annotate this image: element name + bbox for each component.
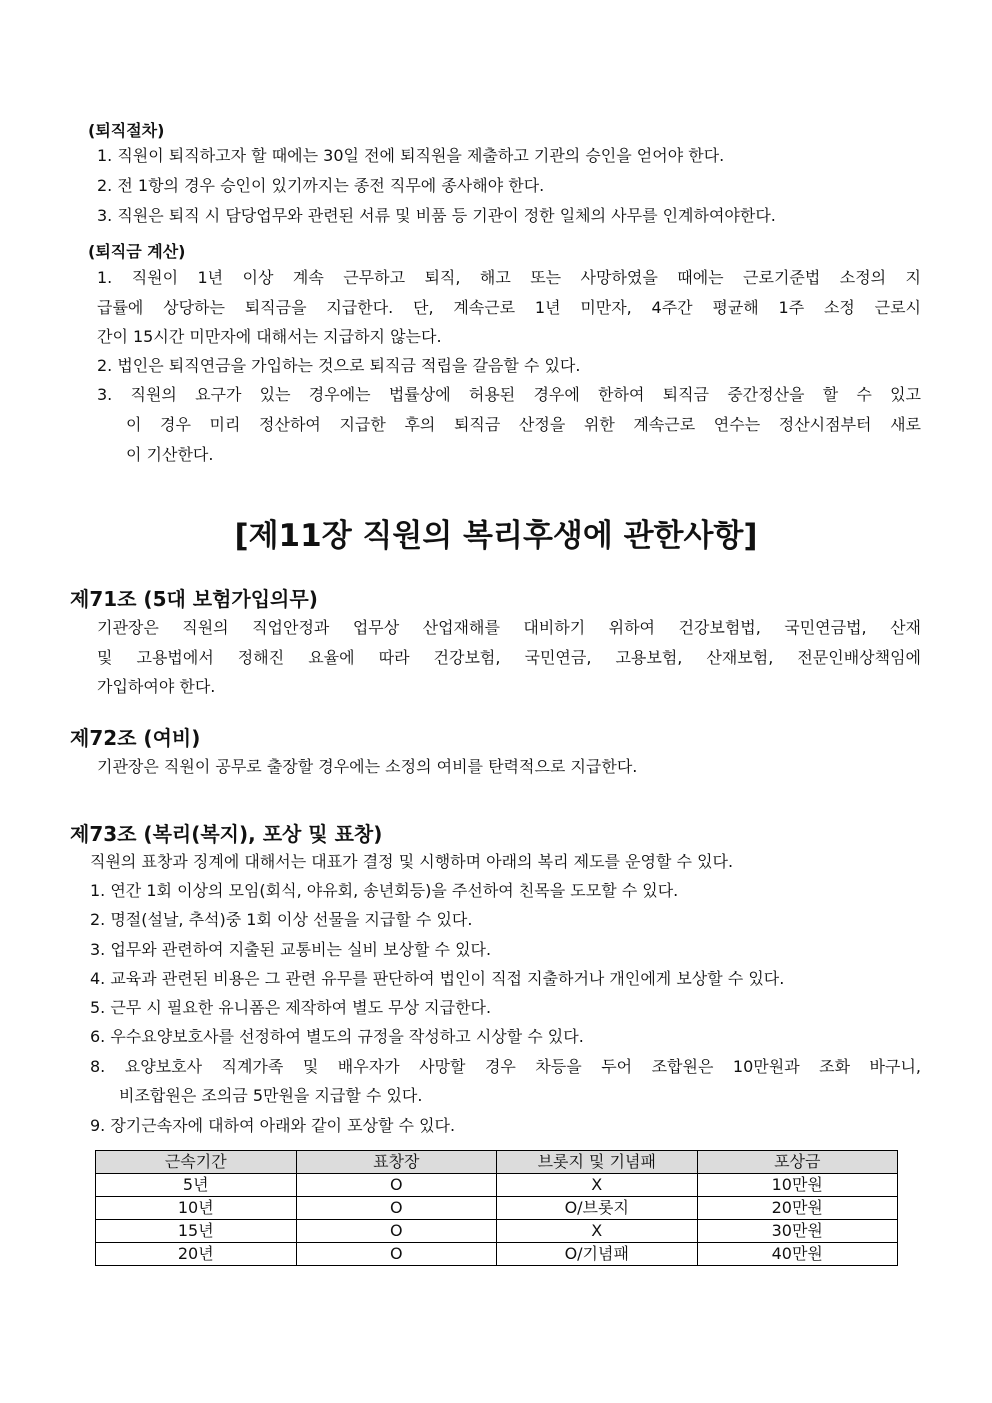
article-73-item-1: 1. 연간 1회 이상의 모임(회식, 야유회, 송년회등)을 주선하여 친목을 도모할 수 있다. [90,881,679,900]
table-cell: O/기념패 [497,1243,698,1266]
article-72-title: 제72조 (여비) [70,726,201,750]
header-reward-money: 포상금 [697,1151,898,1174]
table-header-row [96,1151,898,1174]
article-73-item-9: 9. 장기근속자에 대하여 아래와 같이 포상할 수 있다. [90,1116,456,1135]
severance-item-2: 2. 법인은 퇴직연금을 가입하는 것으로 퇴직금 적립을 갈음할 수 있다. [97,356,581,375]
chapter-title: [제11장 직원의 복리후생에 관한사항] [234,518,758,554]
article-73-item-5: 5. 근무 시 필요한 유니폼은 제작하여 별도 무상 지급한다. [90,998,492,1017]
table-cell: 10년 [96,1197,297,1220]
severance-item-1-line-3: 간이 15시간 미만자에 대해서는 지급하지 않는다. [97,327,442,346]
table-cell: 20만원 [697,1197,898,1220]
table-cell: O [296,1197,497,1220]
table-row [96,1243,898,1266]
table-row [96,1220,898,1243]
article-73-title: 제73조 (복리(복지), 포상 및 표창) [70,822,383,846]
article-71-title: 제71조 (5대 보험가입의무) [70,587,318,611]
table-cell: 30만원 [697,1220,898,1243]
table-cell: 20년 [96,1243,297,1266]
table-cell: O [296,1220,497,1243]
table-cell: O/브롯지 [497,1197,698,1220]
header-certificate: 표창장 [296,1151,497,1174]
retire-procedure-heading: (퇴직절차) [88,121,165,140]
severance-item-3-line-1: 3. 직원의 요구가 있는 경우에는 법률상에 허용된 경우에 한하여 퇴직금 중간정산을 할 수 있고 [97,385,921,404]
table-row [96,1197,898,1220]
article-73-item-2: 2. 명절(설날, 추석)중 1회 이상 선물을 지급할 수 있다. [90,910,473,929]
severance-heading: (퇴직금 계산) [88,242,186,261]
article-71-line-2: 및 고용법에서 정해진 요율에 따라 건강보험, 국민연금, 고용보험, 산재보험, 전문인배상책임에 [97,648,921,667]
header-brooch-plaque: 브롯지 및 기념패 [497,1151,698,1174]
article-73-item-8-line-2: 비조합원은 조의금 5만원을 지급할 수 있다. [119,1086,423,1105]
table-cell: 40만원 [697,1243,898,1266]
table-cell: 5년 [96,1174,297,1197]
retire-procedure-item-3: 3. 직원은 퇴직 시 담당업무와 관련된 서류 및 비품 등 기관이 정한 일체의 사무를 인계하여야한다. [97,206,776,225]
article-72-line: 기관장은 직원이 공무로 출장할 경우에는 소정의 여비를 탄력적으로 지급한다. [97,757,638,776]
severance-item-3-line-2: 이 경우 미리 정산하여 지급한 후의 퇴직금 산정을 위한 계속근로 연수는 정산시점부터 새로 [126,415,921,434]
severance-item-1-line-1: 1. 직원이 1년 이상 계속 근무하고 퇴직, 해고 또는 사망하였을 때에는 근로기준법 소정의 지 [97,268,921,287]
table-cell: X [497,1220,698,1243]
table-cell: O [296,1174,497,1197]
severance-item-3-line-3: 이 기산한다. [126,445,214,464]
table-cell: O [296,1243,497,1266]
retire-procedure-item-1: 1. 직원이 퇴직하고자 할 때에는 30일 전에 퇴직원을 제출하고 기관의 승인을 얻어야 한다. [97,146,725,165]
article-71-line-1: 기관장은 직원의 직업안정과 업무상 산업재해를 대비하기 위하여 건강보험법, 국민연금법, 산재 [97,618,921,637]
article-73-item-8-line-1: 8. 요양보호사 직계가족 및 배우자가 사망할 경우 차등을 두어 조합원은 10만원과 조화 바구니, [90,1057,921,1076]
table-cell: X [497,1174,698,1197]
long-service-award-table [95,1150,898,1266]
retire-procedure-item-2: 2. 전 1항의 경우 승인이 있기까지는 종전 직무에 종사해야 한다. [97,176,545,195]
table-row [96,1174,898,1197]
article-73-item-6: 6. 우수요양보호사를 선정하여 별도의 규정을 작성하고 시상할 수 있다. [90,1027,584,1046]
article-71-line-3: 가입하여야 한다. [97,677,216,696]
table-cell: 15년 [96,1220,297,1243]
article-73-item-3: 3. 업무와 관련하여 지출된 교통비는 실비 보상할 수 있다. [90,940,492,959]
severance-item-1-line-2: 급률에 상당하는 퇴직금을 지급한다. 단, 계속근로 1년 미만자, 4주간 평균해 1주 소정 근로시 [97,298,921,317]
article-73-item-4: 4. 교육과 관련된 비용은 그 관련 유무를 판단하여 법인이 직접 지출하거나 개인에게 보상할 수 있다. [90,969,785,988]
header-service-period: 근속기간 [96,1151,297,1174]
table-cell: 10만원 [697,1174,898,1197]
article-73-intro: 직원의 표창과 징계에 대해서는 대표가 결정 및 시행하며 아래의 복리 제도를 운영할 수 있다. [90,852,734,871]
